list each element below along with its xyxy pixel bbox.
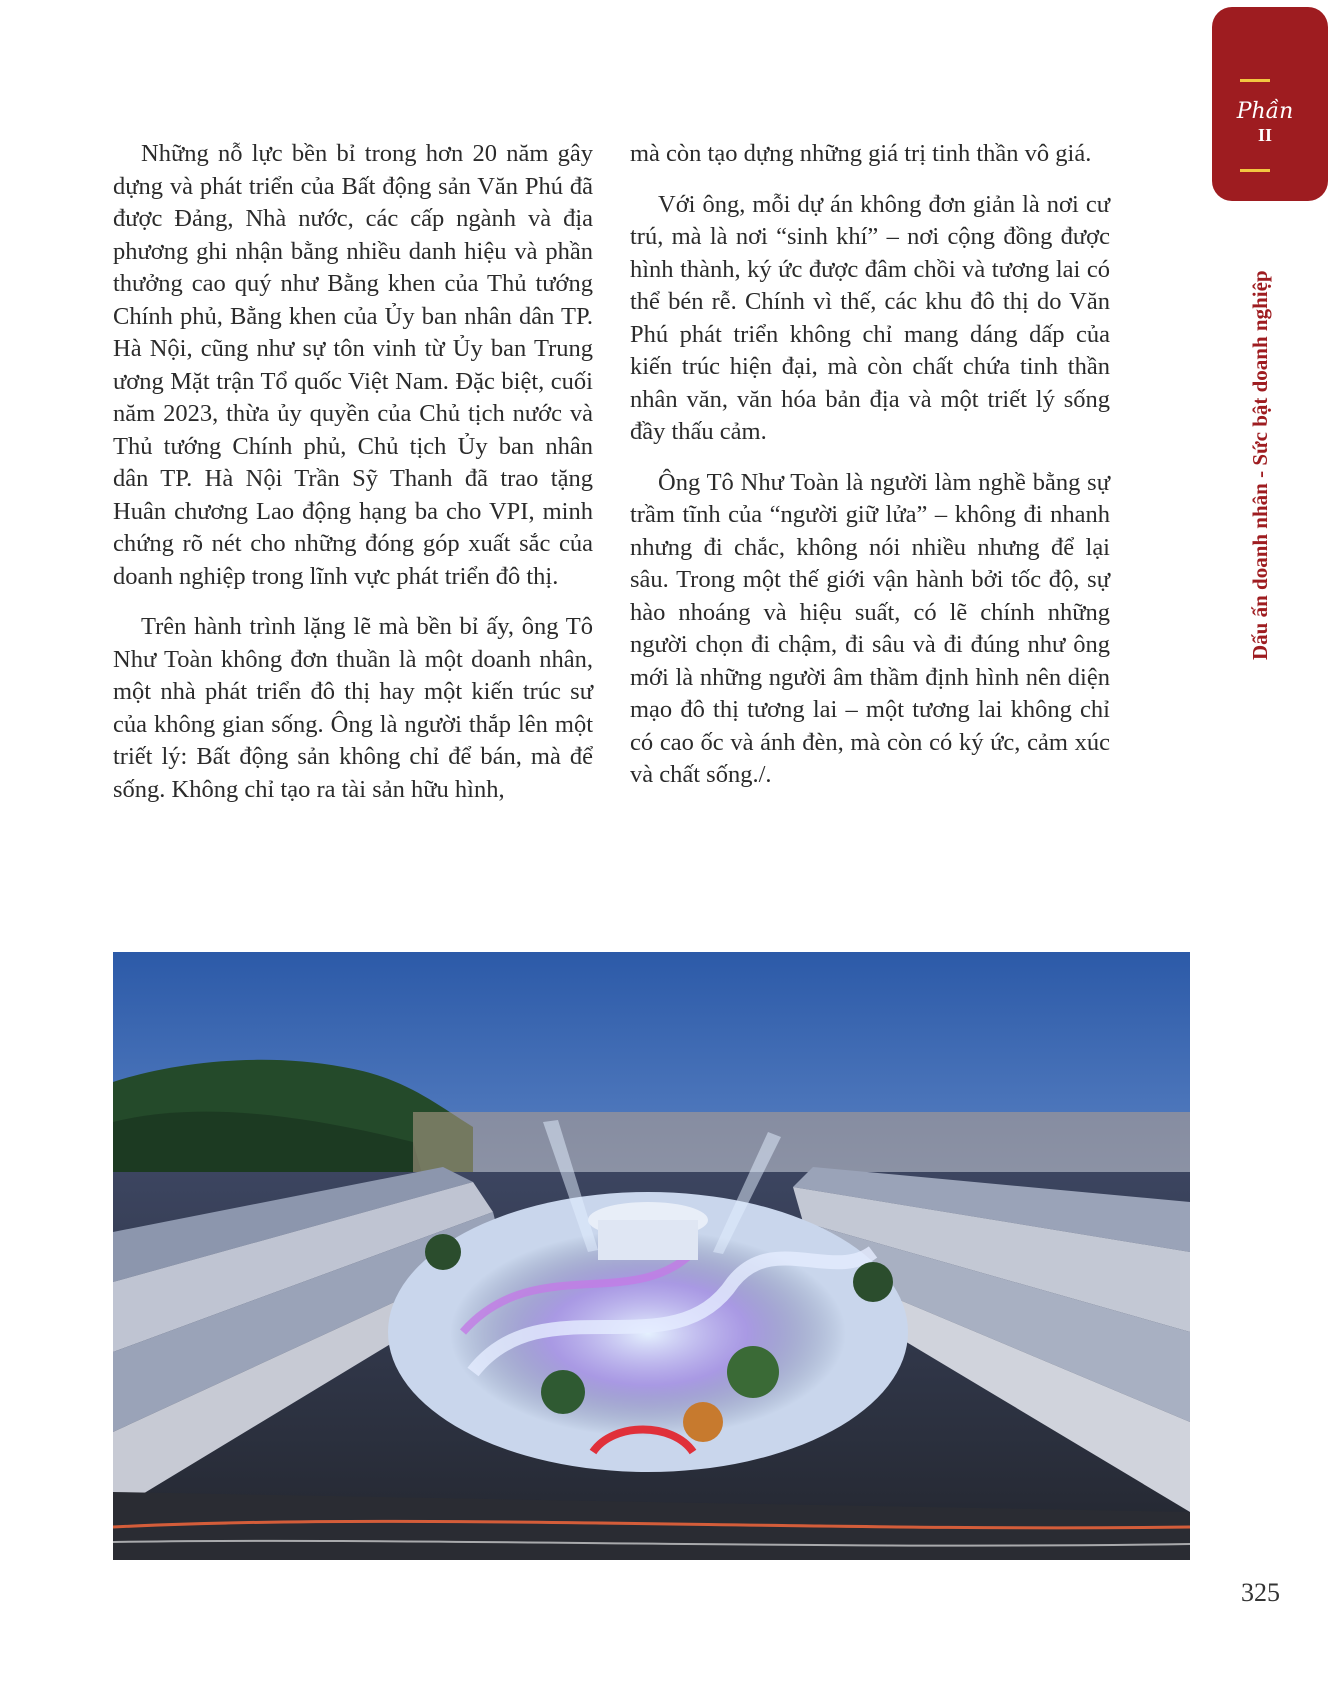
section-title: Dấu ấn doanh nhân - Sức bật doanh nghiệp <box>1248 270 1272 660</box>
chapter-word: Phần <box>1236 99 1294 124</box>
paragraph: Với ông, mỗi dự án không đơn giản là nơi cư trú, mà là nơi “sinh khí” – nơi cộng đồng được hình thành, ký ức được đâm chồi và tương lai có thể bén rễ. Chính vì thế, các khu đô thị do Văn Phú phát triển không chỉ mang dáng dấp của kiến trúc hiện đại, mà còn chất chứa tinh thần nhân văn, văn hóa bản địa và một triết lý sống đầy thấu cảm. <box>630 190 1110 445</box>
paragraph: mà còn tạo dựng những giá trị tinh thần vô giá. <box>630 140 1092 167</box>
paragraph: Ông Tô Như Toàn là người làm nghề bằng sự trầm tĩnh của “người giữ lửa” – không đi nhanh nhưng đi chắc, không nói nhiều nhưng để lại sâu. Trong một thế giới vận hành bởi tốc độ, sự hào nhoáng và hiệu suất, có lẽ chính những người chọn đi chậm, đi sâu và đi đúng như ông mới là những người âm thầm định hình nên diện mạo đô thị tương lai – một tương lai không chỉ có cao ốc và ánh đèn, mà còn có ký ức, cảm xúc và chất sống./. <box>630 468 1110 788</box>
paragraph: Trên hành trình lặng lẽ mà bền bỉ ấy, ông Tô Như Toàn không đơn thuần là một doanh nhân, một nhà phát triển đô thị hay một kiến trúc sư của không gian sống. Ông là người thắp lên một triết lý: Bất động sản không chỉ để bán, mà để sống. Không chỉ tạo ra tài sản hữu hình, <box>113 613 593 803</box>
left-text-column <box>113 138 593 824</box>
chapter-tab <box>1212 7 1328 201</box>
paragraph: Những nỗ lực bền bỉ trong hơn 20 năm gây dựng và phát triển của Bất động sản Văn Phú đã được Đảng, Nhà nước, các cấp ngành và địa phương ghi nhận bằng nhiều danh hiệu và phần thưởng cao quý như Bằng khen của Thủ tướng Chính phủ, Bằng khen của Ủy ban nhân dân TP. Hà Nội, cũng như sự tôn vinh từ Ủy ban Trung ương Mặt trận Tổ quốc Việt Nam. Đặc biệt, cuối năm 2023, thừa ủy quyền của Chủ tịch nước và Thủ tướng Chính phủ, Chủ tịch Ủy ban nhân dân TP. Hà Nội Trần Sỹ Thanh đã trao tặng Huân chương Lao động hạng ba cho VPI, minh chứng rõ nét cho những đóng góp xuất sắc của doanh nghiệp trong lĩnh vực phát triển đô thị. <box>113 140 593 590</box>
right-text-column <box>630 138 1110 810</box>
tab-rule-top <box>1240 79 1270 82</box>
page-number: 325 <box>1241 1578 1280 1607</box>
tab-rule-bottom <box>1240 169 1270 172</box>
chapter-number: II <box>1257 125 1272 145</box>
urban-area-night-photo <box>113 952 1190 1560</box>
